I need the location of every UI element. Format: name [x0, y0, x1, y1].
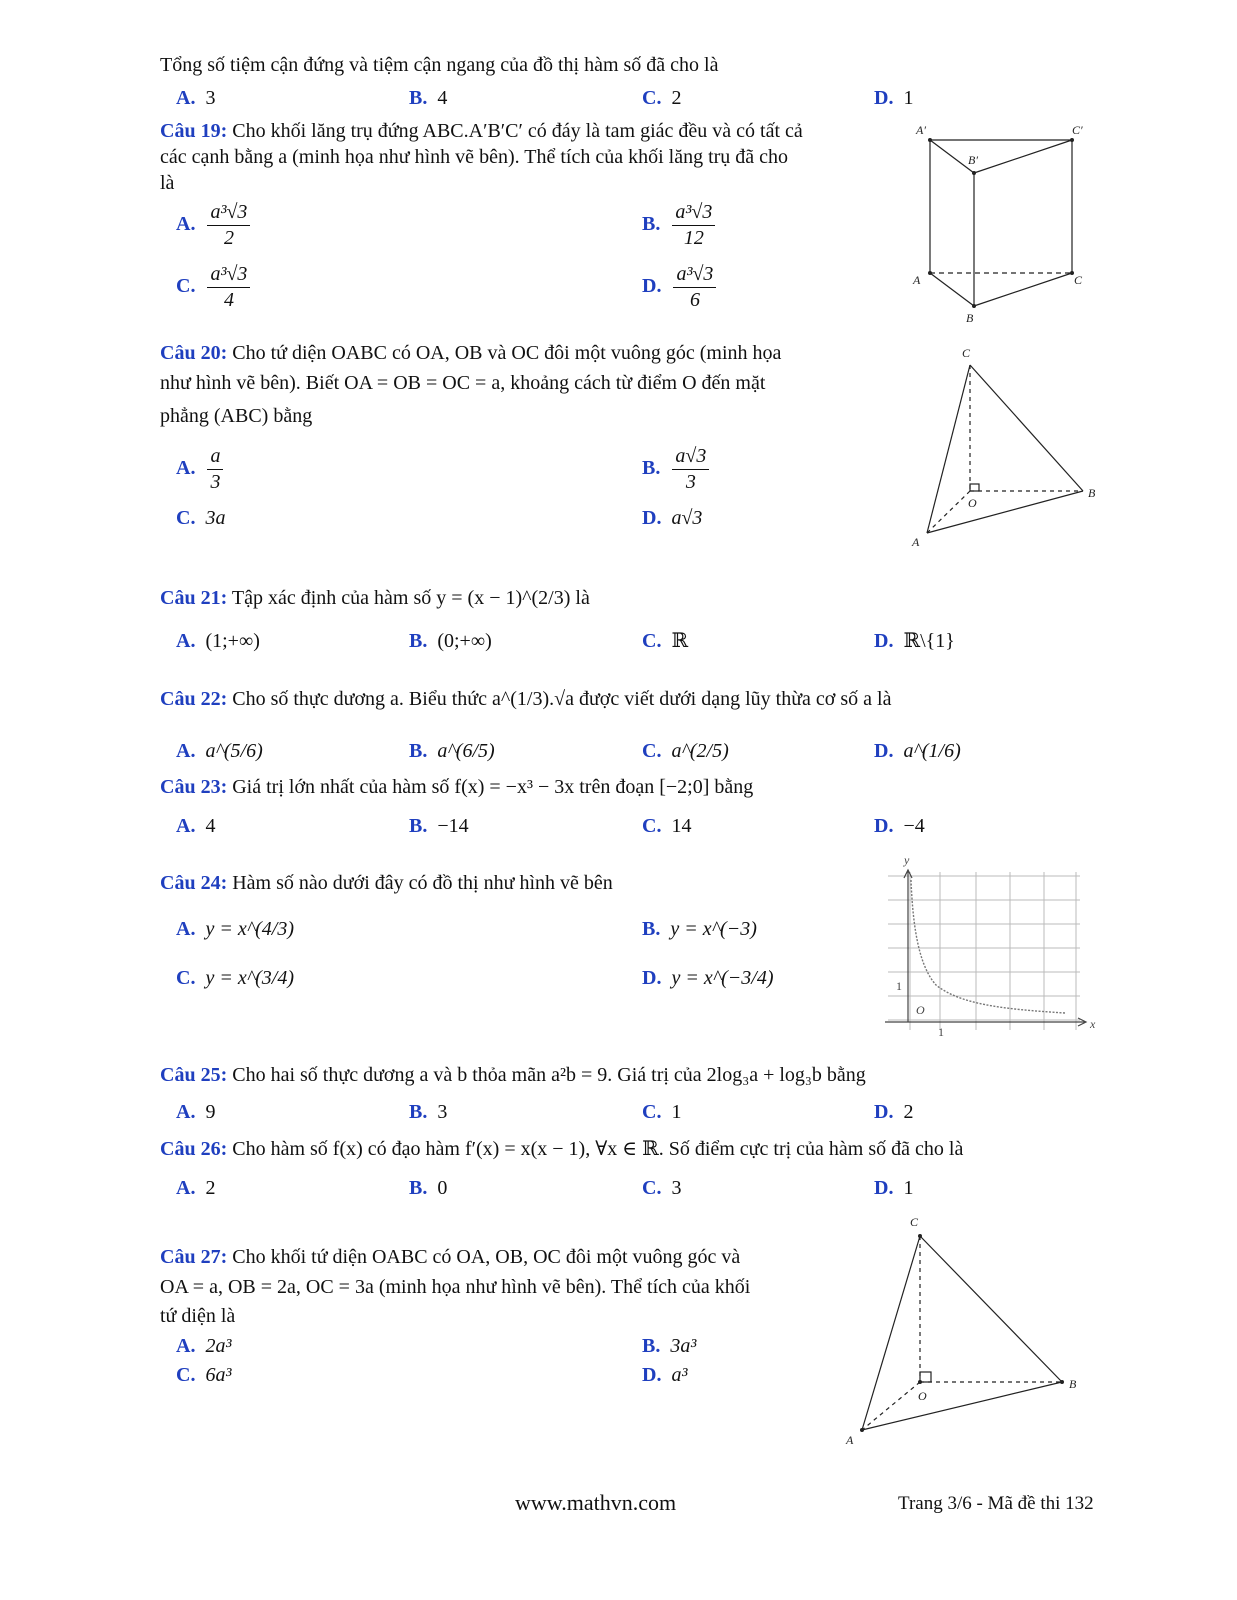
q21-option-d[interactable]: D. ℝ\{1}	[874, 630, 955, 652]
q25-stem: Câu 25: Cho hai số thực dương a và b thỏa mãn a²b = 9. Giá trị của 2log₃a + log₃b bằng	[160, 1064, 866, 1086]
q24-option-c[interactable]: C. y = x^(3/4)	[176, 967, 295, 989]
edge	[970, 365, 1083, 491]
q21-option-b[interactable]: B. (0;+∞)	[409, 630, 492, 652]
vertex-label: B	[1069, 1377, 1077, 1391]
vertex-label: O	[918, 1389, 927, 1403]
q18-stem-tail: Tổng số tiệm cận đứng và tiệm cận ngang của đồ thị hàm số đã cho là	[160, 54, 719, 76]
q22-option-d[interactable]: D. a^(1/6)	[874, 740, 961, 762]
vertex-label: A	[913, 273, 921, 287]
q24-option-d[interactable]: D. y = x^(−3/4)	[642, 967, 774, 989]
q26-option-d[interactable]: D. 1	[874, 1177, 914, 1199]
vertex-label: O	[968, 496, 977, 510]
q27-option-c[interactable]: C. 6a³	[176, 1364, 232, 1386]
q20-stem-line3: phẳng (ABC) bằng	[160, 405, 313, 427]
edge	[930, 273, 974, 306]
q22-option-c[interactable]: C. a^(2/5)	[642, 740, 729, 762]
q27-option-d[interactable]: D. a³	[642, 1364, 688, 1386]
edge	[927, 491, 1083, 533]
edge	[920, 1236, 1062, 1382]
q25-option-d[interactable]: D. 2	[874, 1101, 914, 1123]
axis-label-y: y	[904, 853, 910, 867]
vertex-label: B	[1088, 486, 1096, 500]
tetrahedron-figure-q20	[905, 345, 1105, 550]
right-angle-mark	[920, 1372, 931, 1382]
q21-option-c[interactable]: C. ℝ	[642, 630, 689, 652]
q18-option-a[interactable]: A. 3	[176, 87, 216, 109]
origin-label: O	[916, 1003, 925, 1017]
q23-option-d[interactable]: D. −4	[874, 815, 925, 837]
footer-website[interactable]: www.mathvn.com	[515, 1490, 677, 1515]
q20-option-d[interactable]: D. a√3	[642, 507, 703, 529]
tetrahedron-figure-q27	[840, 1212, 1090, 1457]
tick-label-x: 1	[938, 1025, 944, 1039]
vertex-label: C	[962, 346, 971, 360]
q25-option-b[interactable]: B. 3	[409, 1101, 448, 1123]
q19-option-d[interactable]: D. $\frac{\text{a³√3}}{6}$	[642, 262, 716, 312]
q20-stem-line2: như hình vẽ bên). Biết OA = OB = OC = a, khoảng cách từ điểm O đến mặt	[160, 372, 766, 394]
vertex-label: A	[912, 535, 920, 549]
vertex-label: C	[1074, 273, 1083, 287]
q23-stem: Câu 23: Giá trị lớn nhất của hàm số f(x) = −x³ − 3x trên đoạn [−2;0] bằng	[160, 776, 754, 798]
vertex-label: B	[966, 311, 974, 325]
edge	[974, 140, 1072, 173]
right-angle-mark	[970, 484, 979, 491]
vertex-label: C	[910, 1215, 919, 1229]
fraction: $\frac{\text{a³√3}}{4}$	[207, 262, 250, 312]
q21-option-a[interactable]: A. (1;+∞)	[176, 630, 260, 652]
q21-stem: Câu 21: Tập xác định của hàm số y = (x − 1)^(2/3) là	[160, 587, 590, 609]
q26-stem: Câu 26: Cho hàm số f(x) có đạo hàm f′(x) = x(x − 1), ∀x ∈ ℝ. Số điểm cực trị của hàm số đã cho là	[160, 1138, 964, 1160]
power-function-graph	[880, 852, 1105, 1042]
edge	[862, 1382, 1062, 1430]
fraction: $\frac{\text{a³√3}}{12}$	[672, 200, 715, 250]
q18-option-c[interactable]: C. 2	[642, 87, 682, 109]
fraction: $\frac{a}{3}$	[207, 444, 223, 494]
prism-figure	[900, 118, 1100, 328]
axis-label-x: x	[1090, 1017, 1096, 1031]
q20-option-a[interactable]: A. $\frac{a}{3}$	[176, 444, 223, 494]
q26-option-a[interactable]: A. 2	[176, 1177, 216, 1199]
vertex-label: B′	[968, 153, 978, 167]
edge	[974, 273, 1072, 306]
q18-option-b[interactable]: B. 4	[409, 87, 448, 109]
vertex-label: C′	[1072, 123, 1083, 137]
vertex-label: A	[846, 1433, 854, 1447]
fraction: $\frac{\text{a³√3}}{6}$	[673, 262, 716, 312]
q19-option-c[interactable]: C. $\frac{\text{a³√3}}{4}$	[176, 262, 250, 312]
q27-stem-line1: Câu 27: Cho khối tứ diện OABC có OA, OB, OC đôi một vuông góc và	[160, 1246, 741, 1268]
fraction: $\frac{a√3}{3}$	[672, 444, 709, 494]
q19-stem-line3: là	[160, 172, 175, 194]
q22-stem: Câu 22: Cho số thực dương a. Biểu thức a^(1/3).√a được viết dưới dạng lũy thừa cơ số a là	[160, 688, 892, 710]
edge	[862, 1236, 920, 1430]
q26-option-c[interactable]: C. 3	[642, 1177, 682, 1199]
q25-option-a[interactable]: A. 9	[176, 1101, 216, 1123]
tick-label-y: 1	[896, 979, 902, 993]
q27-stem-line2: OA = a, OB = 2a, OC = 3a (minh họa như hình vẽ bên). Thể tích của khối	[160, 1276, 751, 1298]
q20-option-c[interactable]: C. 3a	[176, 507, 226, 529]
q19-stem-line2: các cạnh bằng a (minh họa như hình vẽ bên). Thể tích của khối lăng trụ đã cho	[160, 146, 789, 168]
q19-option-b[interactable]: B. $\frac{\text{a³√3}}{12}$	[642, 200, 715, 250]
q24-option-b[interactable]: B. y = x^(−3)	[642, 918, 757, 940]
q18-option-d[interactable]: D. 1	[874, 87, 914, 109]
footer-page-info: Trang 3/6 - Mã đề thi 132	[898, 1493, 1094, 1514]
edge	[927, 365, 970, 533]
q25-option-c[interactable]: C. 1	[642, 1101, 682, 1123]
q24-stem: Câu 24: Hàm số nào dưới đây có đồ thị như hình vẽ bên	[160, 872, 613, 894]
q24-option-a[interactable]: A. y = x^(4/3)	[176, 918, 295, 940]
vertex-label: A′	[916, 123, 926, 137]
q20-option-b[interactable]: B. $\frac{a√3}{3}$	[642, 444, 709, 494]
fraction: $\frac{\text{a³√3}}{2}$	[207, 200, 250, 250]
q23-option-b[interactable]: B. −14	[409, 815, 469, 837]
q26-option-b[interactable]: B. 0	[409, 1177, 448, 1199]
q27-option-b[interactable]: B. 3a³	[642, 1335, 697, 1357]
q19-option-a[interactable]: A. $\frac{\text{a³√3}}{2}$	[176, 200, 250, 250]
q20-stem-line1: Câu 20: Cho tứ diện OABC có OA, OB và OC đôi một vuông góc (minh họa	[160, 342, 782, 364]
q22-option-b[interactable]: B. a^(6/5)	[409, 740, 495, 762]
q22-option-a[interactable]: A. a^(5/6)	[176, 740, 263, 762]
q27-option-a[interactable]: A. 2a³	[176, 1335, 232, 1357]
q23-option-c[interactable]: C. 14	[642, 815, 692, 837]
q19-stem-line1: Câu 19: Cho khối lăng trụ đứng ABC.A′B′C′ có đáy là tam giác đều và có tất cả	[160, 120, 803, 142]
q23-option-a[interactable]: A. 4	[176, 815, 216, 837]
q27-stem-line3: tứ diện là	[160, 1305, 236, 1327]
